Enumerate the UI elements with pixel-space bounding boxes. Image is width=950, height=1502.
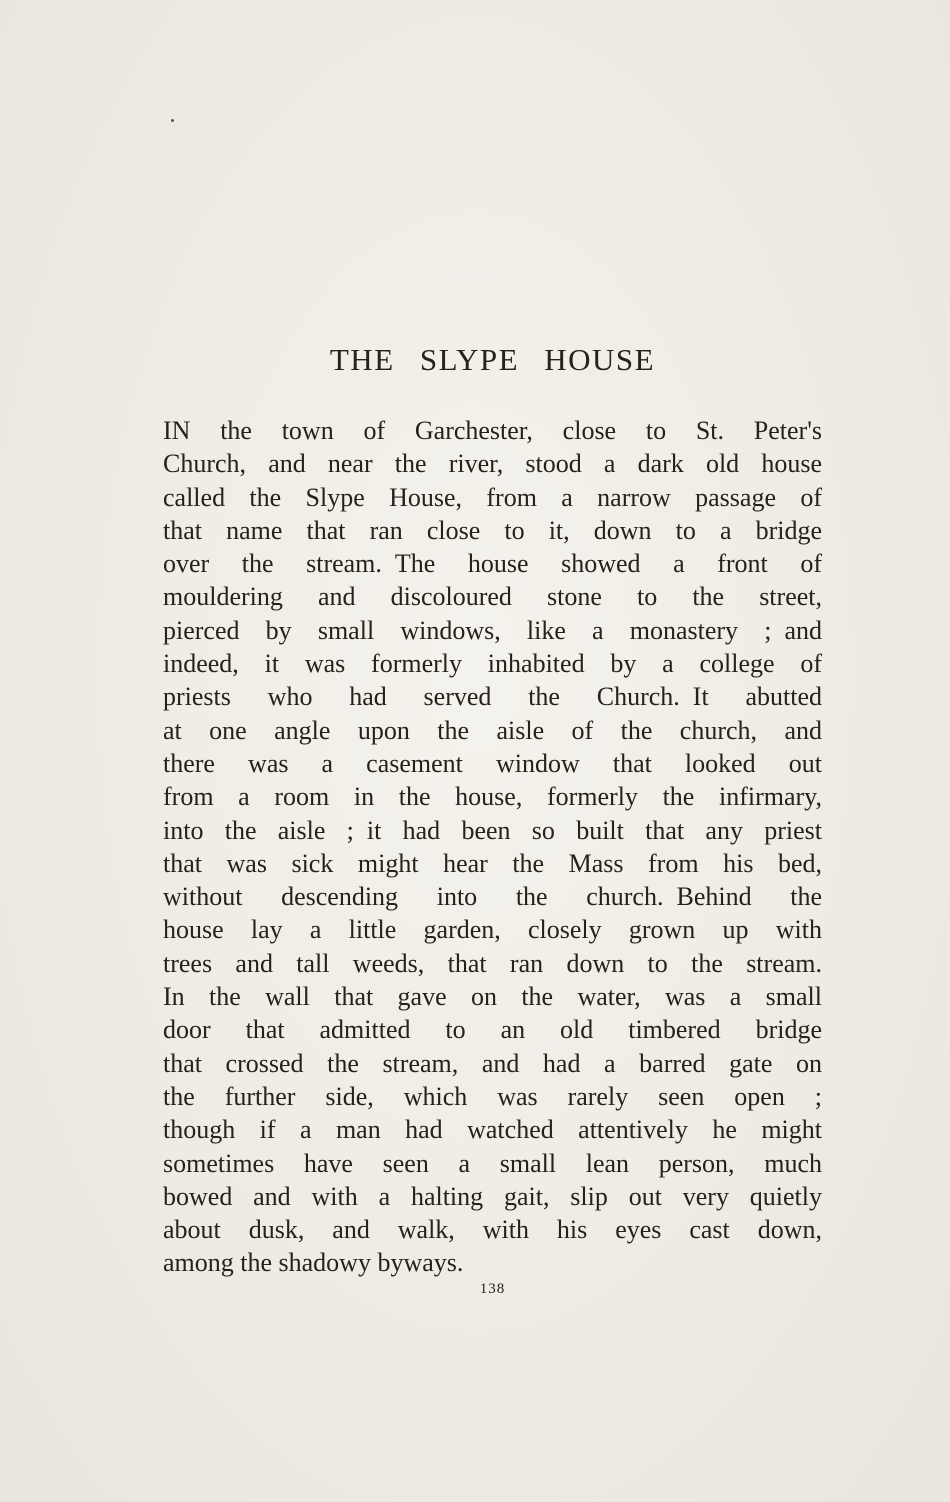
- text-line: bowed and with a halting gait, slip out very quietly: [163, 1181, 822, 1211]
- body-text: [163, 414, 822, 1280]
- text-line: house lay a little garden, closely grown up with: [163, 915, 822, 945]
- text-line: that crossed the stream, and had a barred gate on: [163, 1048, 822, 1078]
- text-line: about dusk, and walk, with his eyes cast down,: [163, 1215, 822, 1245]
- text-line: called the Slype House, from a narrow passage of: [163, 482, 822, 512]
- text-line: indeed, it was formerly inhabited by a college of: [163, 649, 822, 679]
- text-line: In the wall that gave on the water, was a small: [163, 982, 822, 1012]
- text-line: door that admitted to an old timbered bridge: [163, 1015, 822, 1045]
- scan-artifact-dot: [171, 119, 174, 122]
- text-line: into the aisle ; it had been so built that any priest: [163, 815, 822, 845]
- text-line: without descending into the church. Behind the: [163, 882, 822, 912]
- text-line: trees and tall weeds, that ran down to the stream.: [163, 948, 822, 978]
- text-line: over the stream. The house showed a front of: [163, 549, 822, 579]
- text-line: priests who had served the Church. It abutted: [163, 682, 822, 712]
- text-line: mouldering and discoloured stone to the street,: [163, 582, 822, 612]
- page-number: 138: [479, 1281, 506, 1297]
- text-line: Church, and near the river, stood a dark old house: [163, 449, 822, 479]
- text-line: at one angle upon the aisle of the church, and: [163, 715, 822, 745]
- text-line: though if a man had watched attentively he might: [163, 1115, 822, 1145]
- text-line: IN the town of Garchester, close to St. Peter's: [163, 416, 822, 445]
- chapter-title: THE SLYPE HOUSE: [329, 342, 656, 377]
- text-line: that name that ran close to it, down to a bridge: [163, 515, 822, 545]
- text-line: among the shadowy byways.: [163, 1248, 464, 1278]
- text-line: sometimes have seen a small lean person, much: [163, 1148, 822, 1178]
- text-line: the further side, which was rarely seen open ;: [163, 1081, 822, 1111]
- text-line: there was a casement window that looked out: [163, 748, 822, 778]
- text-line: that was sick might hear the Mass from his bed,: [163, 848, 822, 878]
- text-line: pierced by small windows, like a monastery ; and: [163, 615, 822, 645]
- text-line: from a room in the house, formerly the infirmary,: [163, 782, 822, 812]
